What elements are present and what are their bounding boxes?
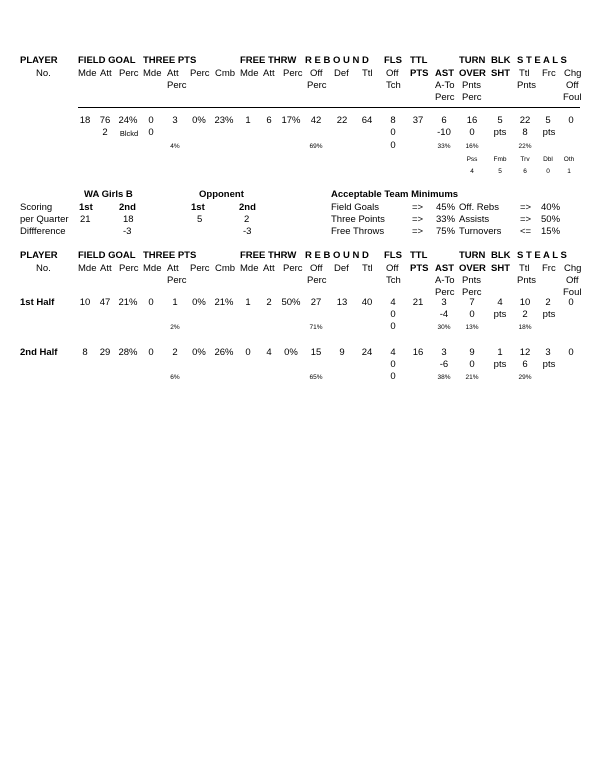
turnover-pss-value: 4 bbox=[470, 168, 474, 175]
col-a-to: A-To bbox=[435, 80, 455, 91]
turnover-fmb-value: 5 bbox=[498, 168, 502, 175]
h2-cmb: 26% bbox=[214, 347, 234, 358]
col-tch-2: Tch bbox=[386, 275, 401, 286]
col-def-2: Def bbox=[334, 263, 349, 274]
col-pts-2: PTS bbox=[410, 263, 429, 274]
col-pnts-2: Pnts bbox=[462, 275, 482, 286]
col-off-perc: Perc bbox=[307, 80, 327, 91]
totals-3-sub: 0 bbox=[148, 127, 154, 138]
col-ttl-2: Ttl bbox=[362, 263, 373, 274]
h1-reb-off: 27 bbox=[310, 297, 322, 308]
h2-fg-perc: 28% bbox=[118, 347, 138, 358]
totals-pts: 37 bbox=[412, 115, 424, 126]
three-pts-heading: THREE PTS bbox=[143, 55, 197, 66]
totals-blocked-count: 2 bbox=[102, 127, 108, 138]
col-stl-ttl: Ttl bbox=[519, 68, 530, 79]
h1-pts: 21 bbox=[412, 297, 424, 308]
difference-label: Diffference bbox=[20, 226, 66, 237]
col-frc: Frc bbox=[542, 68, 556, 79]
col-stl-pnts: Pnts bbox=[517, 80, 537, 91]
h2-a-to: -6 bbox=[439, 359, 449, 370]
totals-ft-mde: 1 bbox=[245, 115, 251, 126]
col-ast-perc-2: Perc bbox=[435, 287, 455, 298]
min-turnovers-op: <= bbox=[520, 226, 532, 237]
col-over-2: OVER bbox=[459, 263, 486, 274]
h1-ft-perc: 50% bbox=[281, 297, 301, 308]
fls-heading: FLS bbox=[384, 55, 402, 66]
min-off-rebs-op: => bbox=[520, 202, 532, 213]
h1-ast-perc: 30% bbox=[437, 324, 451, 331]
totals-reb-ttl: 64 bbox=[361, 115, 373, 126]
totals-blk-pts: pts bbox=[493, 127, 507, 138]
totals-fls: 8 bbox=[390, 115, 396, 126]
min-assists-op: => bbox=[520, 214, 532, 225]
player-heading-2: PLAYER bbox=[20, 250, 58, 261]
col-3-mde-2: Mde bbox=[143, 263, 162, 274]
col-perc: Perc bbox=[119, 68, 139, 79]
h1-stl-pts: pts bbox=[542, 309, 556, 320]
min-turnovers-label: Turnovers bbox=[459, 226, 502, 237]
min-assists-label: Assists bbox=[459, 214, 490, 225]
h2-tch-2: 0 bbox=[390, 371, 396, 382]
h2-ft-att: 4 bbox=[266, 347, 272, 358]
totals-ast: 6 bbox=[441, 115, 447, 126]
totals-tch-2: 0 bbox=[390, 140, 396, 151]
team-q2: 18 bbox=[123, 214, 134, 225]
col-ft-att: Att bbox=[263, 68, 275, 79]
h1-stl-pnts: 2 bbox=[522, 309, 528, 320]
fls-heading-2: FLS bbox=[384, 250, 402, 261]
opponent-label: Opponent bbox=[199, 189, 244, 200]
no-heading-2: No. bbox=[36, 263, 51, 274]
h1-reb-ttl: 40 bbox=[361, 297, 373, 308]
h2-stl-ttl: 12 bbox=[519, 347, 531, 358]
min-assists-val: 50% bbox=[541, 214, 561, 225]
turnover-pss-label: Pss bbox=[466, 156, 478, 163]
col-3-mde: Mde bbox=[143, 68, 162, 79]
h1-stl-ttl: 10 bbox=[519, 297, 531, 308]
h1-stl-perc: 18% bbox=[518, 324, 532, 331]
totals-fg-perc: 24% bbox=[118, 115, 138, 126]
col-perc-2: Perc bbox=[119, 263, 139, 274]
h2-chg: 0 bbox=[568, 347, 574, 358]
totals-off-perc: 69% bbox=[309, 143, 323, 150]
col-ttl: Ttl bbox=[362, 68, 373, 79]
col-3-att-perc-2: Perc bbox=[167, 275, 187, 286]
h2-fg-att: 29 bbox=[99, 347, 111, 358]
turnover-trv-value: 6 bbox=[523, 168, 527, 175]
turnover-dbl-label: Dbl bbox=[543, 156, 553, 163]
h1-turn-pnts: 0 bbox=[469, 309, 475, 320]
min-three-points-label: Three Points bbox=[331, 214, 385, 225]
col-3-att-perc: Perc bbox=[167, 80, 187, 91]
col-3-perc-2: Perc bbox=[190, 263, 210, 274]
totals-fg-mde: 18 bbox=[79, 115, 91, 126]
col-cmb-2: Cmb bbox=[215, 263, 236, 274]
h1-blk-pts: pts bbox=[493, 309, 507, 320]
col-ast-perc: Perc bbox=[435, 92, 455, 103]
col-chg-2: Chg bbox=[564, 263, 582, 274]
col-fls-off-2: Off bbox=[386, 263, 399, 274]
team-diff: -3 bbox=[123, 226, 132, 237]
col-foul-2: Foul bbox=[563, 287, 582, 298]
h2-stl-pnts: 6 bbox=[522, 359, 528, 370]
h1-ft-mde: 1 bbox=[245, 297, 251, 308]
h1-tch: 0 bbox=[390, 309, 396, 320]
h1-3-att-perc: 2% bbox=[170, 324, 180, 331]
col-mde-2: Mde bbox=[78, 263, 97, 274]
col-foul: Foul bbox=[563, 92, 582, 103]
totals-stl-pnts: 8 bbox=[522, 127, 528, 138]
totals-over-perc: 16% bbox=[465, 143, 479, 150]
opp-q2: 2 bbox=[244, 214, 250, 225]
blk-heading: BLK bbox=[491, 55, 511, 66]
col-fls-off: Off bbox=[386, 68, 399, 79]
min-free-throws-label: Free Throws bbox=[331, 226, 385, 237]
col-3-perc: Perc bbox=[190, 68, 210, 79]
three-pts-heading-2: THREE PTS bbox=[143, 250, 197, 261]
h1-over-perc: 13% bbox=[465, 324, 479, 331]
h1-3-att: 1 bbox=[172, 297, 178, 308]
min-field-goals-op: => bbox=[412, 202, 424, 213]
h1-ast: 3 bbox=[441, 297, 447, 308]
col-att: Att bbox=[100, 68, 112, 79]
col-chg: Chg bbox=[564, 68, 582, 79]
col-stl-pnts-2: Pnts bbox=[517, 275, 537, 286]
col-ft-att-2: Att bbox=[263, 263, 275, 274]
h2-reb-off: 15 bbox=[310, 347, 322, 358]
col-ast-2: AST bbox=[435, 263, 454, 274]
totals-chg: 0 bbox=[568, 115, 574, 126]
minimums-title: Acceptable Team Minimums bbox=[331, 189, 459, 200]
turnover-oth-label: Oth bbox=[563, 156, 575, 163]
h1-fls: 4 bbox=[390, 297, 396, 308]
turnover-oth-value: 1 bbox=[567, 168, 571, 175]
h2-blk: 1 bbox=[497, 347, 503, 358]
blk-heading-2: BLK bbox=[491, 250, 511, 261]
totals-reb-off: 42 bbox=[310, 115, 322, 126]
h2-3-att-perc: 6% bbox=[170, 374, 180, 381]
player-heading: PLAYER bbox=[20, 55, 58, 66]
h2-over-perc: 21% bbox=[465, 374, 479, 381]
h1-turn: 7 bbox=[469, 297, 475, 308]
totals-ft-perc: 17% bbox=[281, 115, 301, 126]
col-cmb: Cmb bbox=[215, 68, 236, 79]
field-goal-heading-2: FIELD GOAL bbox=[78, 250, 136, 261]
steals-heading: S T E A L S bbox=[517, 55, 567, 66]
scoring-label: Scoring bbox=[20, 202, 53, 213]
team-q1: 21 bbox=[80, 214, 91, 225]
h1-blk: 4 bbox=[497, 297, 503, 308]
col-chg-off: Off bbox=[566, 80, 579, 91]
header-rule bbox=[78, 107, 580, 108]
totals-stl-perc: 22% bbox=[518, 143, 532, 150]
col-ft-mde-2: Mde bbox=[240, 263, 259, 274]
h2-ast: 3 bbox=[441, 347, 447, 358]
h1-3-perc: 0% bbox=[192, 297, 206, 308]
col-3-att-2: Att bbox=[167, 263, 179, 274]
min-off-rebs-label: Off. Rebs bbox=[459, 202, 499, 213]
h1-3-mde: 0 bbox=[148, 297, 154, 308]
h2-turn: 9 bbox=[469, 347, 475, 358]
col-sht: SHT bbox=[491, 68, 510, 79]
team-2nd-heading: 2nd bbox=[119, 202, 136, 213]
totals-a-to: -10 bbox=[437, 127, 451, 138]
h1-chg: 0 bbox=[568, 297, 574, 308]
col-att-2: Att bbox=[100, 263, 112, 274]
col-over-perc-2: Perc bbox=[462, 287, 482, 298]
totals-turn-pnts: 0 bbox=[469, 127, 475, 138]
per-quarter-label: per Quarter bbox=[20, 214, 69, 225]
turnover-trv-label: Trv bbox=[520, 156, 530, 163]
h2-fg-mde: 8 bbox=[82, 347, 88, 358]
h2-reb-ttl: 24 bbox=[361, 347, 373, 358]
col-def: Def bbox=[334, 68, 349, 79]
h1-frc: 2 bbox=[545, 297, 551, 308]
opp-1st-heading: 1st bbox=[191, 202, 205, 213]
steals-heading-2: S T E A L S bbox=[517, 250, 567, 261]
h1-fg-mde: 10 bbox=[79, 297, 91, 308]
col-ft-perc: Perc bbox=[283, 68, 303, 79]
opp-diff: -3 bbox=[243, 226, 252, 237]
min-free-throws-op: => bbox=[412, 226, 424, 237]
col-3-att: Att bbox=[167, 68, 179, 79]
h1-fg-att: 47 bbox=[99, 297, 111, 308]
totals-3-att: 3 bbox=[172, 115, 178, 126]
h2-ast-perc: 38% bbox=[437, 374, 451, 381]
team-1st-heading: 1st bbox=[79, 202, 93, 213]
min-free-throws-val: 75% bbox=[436, 226, 456, 237]
totals-3-mde: 0 bbox=[148, 115, 154, 126]
h2-ft-mde: 0 bbox=[245, 347, 251, 358]
turn-heading: TURN bbox=[459, 55, 486, 66]
totals-turn: 16 bbox=[466, 115, 478, 126]
h2-3-mde: 0 bbox=[148, 347, 154, 358]
h2-blk-pts: pts bbox=[493, 359, 507, 370]
totals-blk: 5 bbox=[497, 115, 503, 126]
free-thrw-heading: FREE THRW bbox=[240, 55, 297, 66]
col-pts: PTS bbox=[410, 68, 429, 79]
col-frc-2: Frc bbox=[542, 263, 556, 274]
h1-tch-2: 0 bbox=[390, 321, 396, 332]
col-tch: Tch bbox=[386, 80, 401, 91]
h1-ft-att: 2 bbox=[266, 297, 272, 308]
col-over: OVER bbox=[459, 68, 486, 79]
opp-q1: 5 bbox=[197, 214, 203, 225]
min-turnovers-val: 15% bbox=[541, 226, 561, 237]
col-off: Off bbox=[310, 68, 323, 79]
h2-reb-def: 9 bbox=[339, 347, 345, 358]
ttl-heading-2: TTL bbox=[410, 250, 428, 261]
totals-3-perc: 0% bbox=[192, 115, 206, 126]
h1-off-perc: 71% bbox=[309, 324, 323, 331]
row-label: 1st Half bbox=[20, 297, 55, 308]
h1-reb-def: 13 bbox=[336, 297, 348, 308]
totals-blocked-label: Blckd bbox=[119, 129, 139, 138]
h2-frc: 3 bbox=[545, 347, 551, 358]
h2-fls: 4 bbox=[390, 347, 396, 358]
col-a-to-2: A-To bbox=[435, 275, 455, 286]
h2-off-perc: 65% bbox=[309, 374, 323, 381]
free-thrw-heading-2: FREE THRW bbox=[240, 250, 297, 261]
rebound-heading: R E B O U N D bbox=[305, 55, 369, 66]
turnover-dbl-value: 0 bbox=[546, 168, 550, 175]
totals-stl-pts: pts bbox=[542, 127, 556, 138]
team-name: WA Girls B bbox=[84, 189, 133, 200]
h2-3-perc: 0% bbox=[192, 347, 206, 358]
min-field-goals-val: 45% bbox=[436, 202, 456, 213]
col-ast: AST bbox=[435, 68, 454, 79]
h2-3-att: 2 bbox=[172, 347, 178, 358]
h1-a-to: -4 bbox=[439, 309, 449, 320]
col-off-perc-2: Perc bbox=[307, 275, 327, 286]
rebound-heading-2: R E B O U N D bbox=[305, 250, 369, 261]
field-goal-heading: FIELD GOAL bbox=[78, 55, 136, 66]
h2-ft-perc: 0% bbox=[284, 347, 298, 358]
no-heading: No. bbox=[36, 68, 51, 79]
col-sht-2: SHT bbox=[491, 263, 510, 274]
h2-stl-pts: pts bbox=[542, 359, 556, 370]
col-ft-perc-2: Perc bbox=[283, 263, 303, 274]
col-chg-off-2: Off bbox=[566, 275, 579, 286]
h2-tch: 0 bbox=[390, 359, 396, 370]
totals-ast-perc: 33% bbox=[437, 143, 451, 150]
row-label: 2nd Half bbox=[20, 347, 58, 358]
min-field-goals-label: Field Goals bbox=[331, 202, 380, 213]
col-mde: Mde bbox=[78, 68, 97, 79]
min-off-rebs-val: 40% bbox=[541, 202, 561, 213]
h1-fg-perc: 21% bbox=[118, 297, 138, 308]
min-three-points-val: 33% bbox=[436, 214, 456, 225]
totals-fg-att: 76 bbox=[99, 115, 111, 126]
min-three-points-op: => bbox=[412, 214, 424, 225]
totals-fls-tch: 0 bbox=[390, 127, 396, 138]
col-off-2: Off bbox=[310, 263, 323, 274]
turnover-fmb-label: Fmb bbox=[493, 156, 507, 163]
ttl-heading: TTL bbox=[410, 55, 428, 66]
totals-reb-def: 22 bbox=[336, 115, 348, 126]
col-ft-mde: Mde bbox=[240, 68, 259, 79]
opp-2nd-heading: 2nd bbox=[239, 202, 256, 213]
totals-frc: 5 bbox=[545, 115, 551, 126]
col-pnts: Pnts bbox=[462, 80, 482, 91]
totals-cmb: 23% bbox=[214, 115, 234, 126]
h1-cmb: 21% bbox=[214, 297, 234, 308]
col-stl-ttl-2: Ttl bbox=[519, 263, 530, 274]
col-over-perc: Perc bbox=[462, 92, 482, 103]
h2-turn-pnts: 0 bbox=[469, 359, 475, 370]
h2-pts: 16 bbox=[412, 347, 424, 358]
turn-heading-2: TURN bbox=[459, 250, 486, 261]
totals-3-att-perc: 4% bbox=[170, 143, 180, 150]
totals-ft-att: 6 bbox=[266, 115, 272, 126]
totals-stl-ttl: 22 bbox=[519, 115, 531, 126]
h2-stl-perc: 29% bbox=[518, 374, 532, 381]
